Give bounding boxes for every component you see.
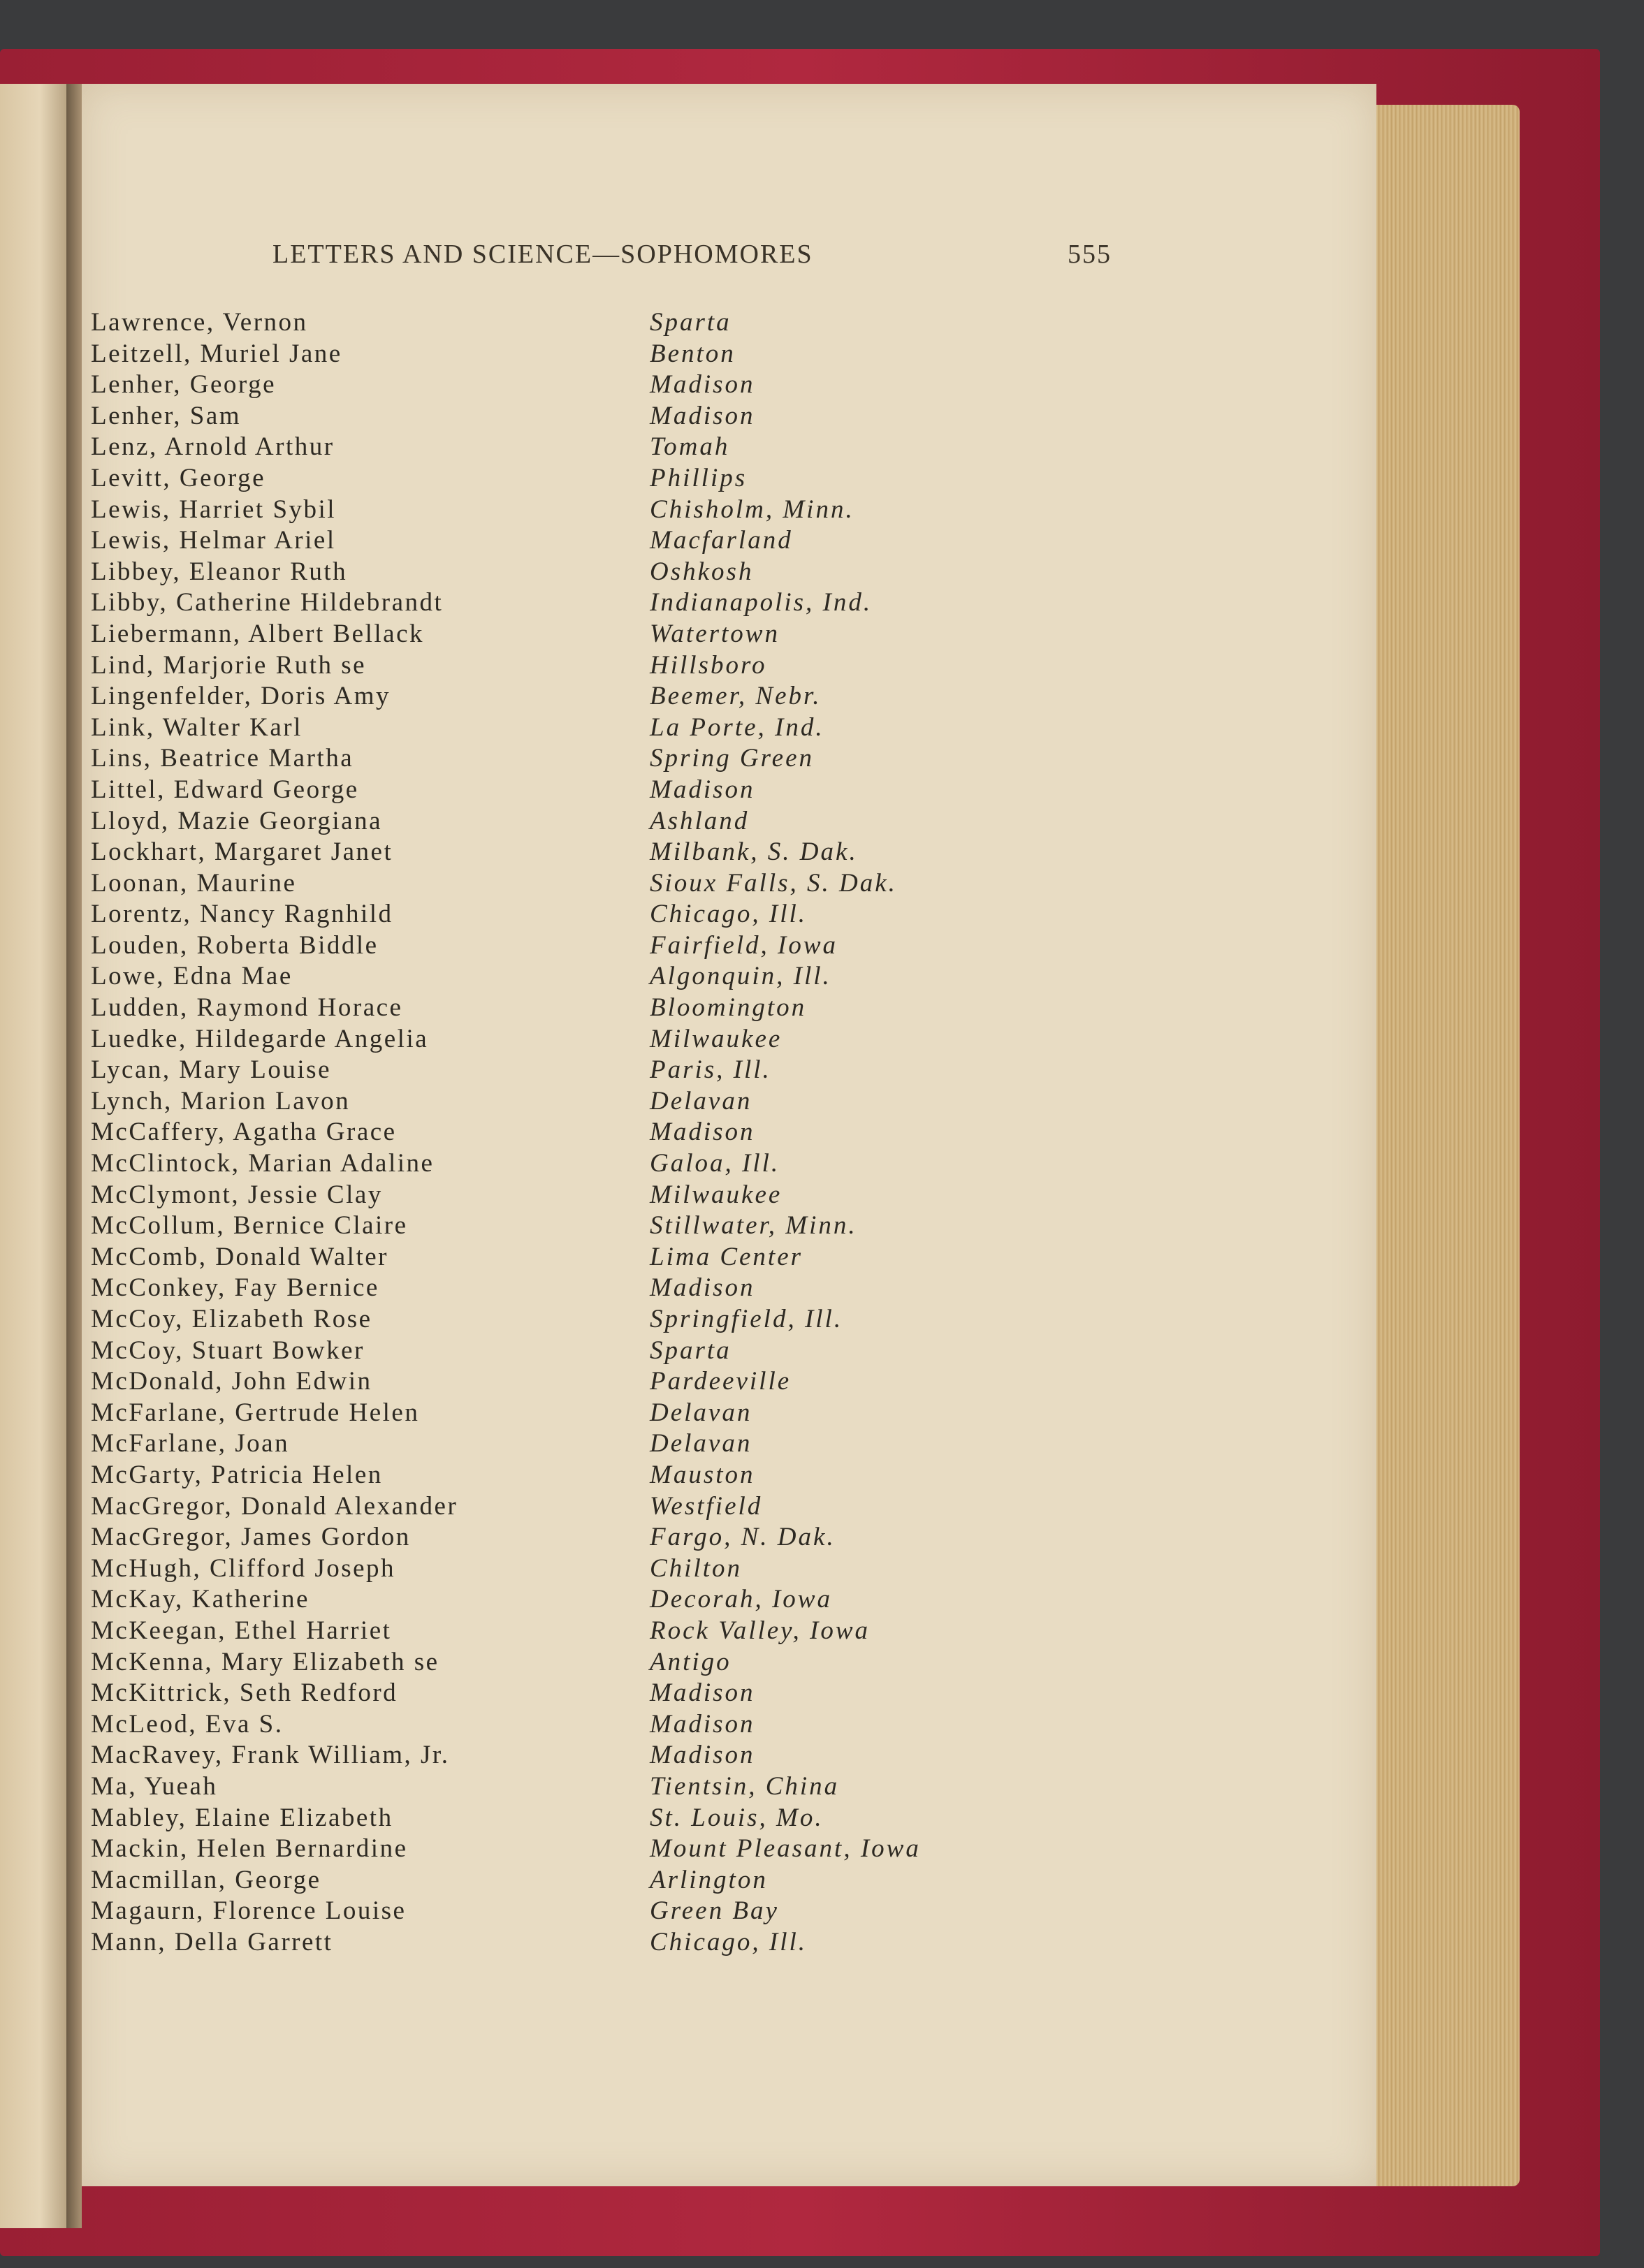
hometown: Macfarland: [650, 526, 793, 555]
list-item: [91, 1242, 999, 1273]
hometown: Madison: [650, 775, 755, 804]
student-name: McComb, Donald Walter: [91, 1242, 388, 1271]
hometown: Madison: [650, 1273, 755, 1303]
hometown: Lima Center: [650, 1242, 803, 1271]
hometown: Madison: [650, 401, 755, 430]
student-name: Ludden, Raymond Horace: [91, 993, 403, 1023]
list-item: [91, 432, 999, 463]
list-item: [91, 307, 999, 339]
hometown: Galoa, Ill.: [650, 1149, 780, 1178]
student-name: Libby, Catherine Hildebrandt: [91, 588, 444, 617]
hometown: Bloomington: [650, 993, 807, 1023]
hometown: Arlington: [650, 1865, 768, 1894]
student-name: Lenher, Sam: [91, 401, 242, 430]
student-name: Mabley, Elaine Elizabeth: [91, 1803, 393, 1832]
list-item: [91, 650, 999, 682]
list-item: [91, 1553, 999, 1585]
student-name: MacGregor, James Gordon: [91, 1523, 411, 1552]
hometown: Chisholm, Minn.: [650, 495, 854, 524]
list-item: [91, 587, 999, 619]
list-item: [91, 930, 999, 962]
hometown: Sparta: [650, 308, 732, 337]
list-item: [91, 1366, 999, 1398]
student-name: Lewis, Harriet Sybil: [91, 495, 337, 524]
list-item: [91, 1117, 999, 1148]
book-gutter: [66, 84, 82, 2228]
list-item: [91, 806, 999, 837]
list-item: [91, 1428, 999, 1460]
list-item: [91, 1055, 999, 1086]
student-name: McCollum, Bernice Claire: [91, 1211, 408, 1241]
list-item: [91, 557, 999, 588]
student-name: McKeegan, Ethel Harriet: [91, 1616, 392, 1645]
hometown: Benton: [650, 339, 736, 368]
list-item: [91, 619, 999, 650]
list-item: [91, 1210, 999, 1242]
list-item: [91, 1522, 999, 1553]
student-name: McLeod, Eva S.: [91, 1709, 284, 1739]
student-name: Louden, Roberta Biddle: [91, 930, 379, 960]
list-item: [91, 1584, 999, 1616]
hometown: Decorah, Iowa: [650, 1585, 832, 1614]
facing-page-edge: [0, 84, 66, 2228]
student-name: McCoy, Elizabeth Rose: [91, 1305, 372, 1333]
hometown: Milwaukee: [650, 1024, 783, 1053]
hometown: Fairfield, Iowa: [650, 930, 838, 960]
hometown: Antigo: [650, 1647, 732, 1676]
hometown: Indianapolis, Ind.: [650, 588, 873, 617]
student-name: Lockhart, Margaret Janet: [91, 837, 393, 867]
list-item: [91, 1086, 999, 1118]
hometown: Mauston: [650, 1460, 755, 1489]
hometown: Phillips: [650, 463, 748, 492]
student-name: Mackin, Helen Bernardine: [91, 1834, 408, 1864]
hometown: St. Louis, Mo.: [650, 1803, 824, 1832]
list-item: [91, 1709, 999, 1741]
hometown: Milwaukee: [650, 1180, 783, 1209]
student-name: McHugh, Clifford Joseph: [91, 1553, 396, 1583]
hometown: Chicago, Ill.: [650, 900, 808, 929]
running-head: LETTERS AND SCIENCE—SOPHOMORES: [272, 240, 813, 269]
list-item: [91, 1647, 999, 1678]
hometown: Tientsin, China: [650, 1771, 840, 1801]
hometown: Chicago, Ill.: [650, 1927, 808, 1956]
hometown: Fargo, N. Dak.: [650, 1523, 836, 1552]
student-name: Macmillan, George: [91, 1865, 321, 1894]
student-name: MacRavey, Frank William, Jr.: [91, 1741, 450, 1770]
student-name: Ma, Yueah: [91, 1771, 218, 1801]
student-name: Leitzell, Muriel Jane: [91, 339, 342, 368]
student-name: Link, Walter Karl: [91, 712, 303, 742]
list-item: [91, 339, 999, 370]
hometown: Springfield, Ill.: [650, 1305, 843, 1333]
student-name: McFarlane, Gertrude Helen: [91, 1398, 420, 1427]
list-item: [91, 961, 999, 993]
list-item: [91, 370, 999, 401]
list-item: [91, 1927, 999, 1959]
list-item: [91, 1678, 999, 1709]
hometown: Tomah: [650, 432, 730, 462]
list-item: [91, 495, 999, 526]
student-name: Lowe, Edna Mae: [91, 962, 293, 991]
hometown: Algonquin, Ill.: [650, 962, 831, 991]
student-name: MacGregor, Donald Alexander: [91, 1491, 458, 1521]
student-name: Luedke, Hildegarde Angelia: [91, 1024, 429, 1053]
student-name: Libbey, Eleanor Ruth: [91, 557, 348, 586]
hometown: Delavan: [650, 1398, 752, 1427]
list-item: [91, 1024, 999, 1055]
student-name: McKittrick, Seth Redford: [91, 1678, 398, 1708]
list-item: [91, 1740, 999, 1771]
student-name: McClymont, Jessie Clay: [91, 1180, 383, 1209]
list-item: [91, 993, 999, 1024]
hometown: Delavan: [650, 1429, 752, 1458]
hometown: Oshkosh: [650, 557, 754, 586]
page-block-edges: [1362, 105, 1520, 2186]
student-name: Lins, Beatrice Martha: [91, 744, 354, 773]
list-item: [91, 1398, 999, 1429]
student-name: Lind, Marjorie Ruth se: [91, 650, 367, 680]
student-name: McKenna, Mary Elizabeth se: [91, 1647, 439, 1676]
hometown: Beemer, Nebr.: [650, 682, 822, 711]
list-item: [91, 1148, 999, 1180]
student-name: McKay, Katherine: [91, 1585, 310, 1614]
hometown: Stillwater, Minn.: [650, 1211, 857, 1241]
list-item: [91, 1896, 999, 1927]
hometown: Milbank, S. Dak.: [650, 837, 858, 867]
list-item: [91, 1180, 999, 1211]
hometown: Rock Valley, Iowa: [650, 1616, 871, 1645]
hometown: Sioux Falls, S. Dak.: [650, 868, 897, 898]
list-item: [91, 1771, 999, 1803]
student-name: Lorentz, Nancy Ragnhild: [91, 900, 393, 929]
hometown: Madison: [650, 370, 755, 400]
list-item: [91, 1834, 999, 1865]
hometown: Mount Pleasant, Iowa: [650, 1834, 921, 1864]
hometown: Sparta: [650, 1336, 732, 1365]
student-list: [91, 307, 999, 1958]
student-name: Mann, Della Garrett: [91, 1927, 333, 1956]
list-item: [91, 1273, 999, 1304]
list-item: [91, 712, 999, 744]
hometown: Hillsboro: [650, 650, 767, 680]
student-name: McGarty, Patricia Helen: [91, 1460, 383, 1489]
list-item: [91, 837, 999, 868]
hometown: Madison: [650, 1709, 755, 1739]
hometown: Pardeeville: [650, 1367, 792, 1396]
student-name: Lycan, Mary Louise: [91, 1055, 331, 1085]
list-item: [91, 1865, 999, 1896]
list-item: [91, 743, 999, 775]
student-name: Lewis, Helmar Ariel: [91, 526, 336, 555]
list-item: [91, 1460, 999, 1491]
list-item: [91, 1803, 999, 1834]
hometown: Green Bay: [650, 1896, 779, 1926]
student-name: Lenher, George: [91, 370, 277, 400]
hometown: Madison: [650, 1741, 755, 1770]
student-name: McDonald, John Edwin: [91, 1367, 372, 1396]
student-name: Loonan, Maurine: [91, 868, 297, 898]
hometown: Chilton: [650, 1553, 743, 1583]
student-name: Littel, Edward George: [91, 775, 359, 804]
hometown: Delavan: [650, 1086, 752, 1115]
list-item: [91, 868, 999, 900]
list-item: [91, 401, 999, 432]
student-name: Liebermann, Albert Bellack: [91, 619, 424, 648]
list-item: [91, 463, 999, 495]
student-name: Lynch, Marion Lavon: [91, 1086, 351, 1115]
hometown: Ashland: [650, 806, 750, 835]
student-name: McConkey, Fay Bernice: [91, 1273, 379, 1303]
list-item: [91, 1304, 999, 1336]
student-name: Magaurn, Florence Louise: [91, 1896, 407, 1926]
list-item: [91, 775, 999, 806]
student-name: Lloyd, Mazie Georgiana: [91, 806, 382, 835]
hometown: Paris, Ill.: [650, 1055, 771, 1085]
list-item: [91, 1616, 999, 1647]
student-name: McCaffery, Agatha Grace: [91, 1118, 397, 1147]
list-item: [91, 899, 999, 930]
hometown: La Porte, Ind.: [650, 712, 824, 742]
list-item: [91, 1491, 999, 1523]
student-name: Levitt, George: [91, 463, 266, 492]
student-name: Lingenfelder, Doris Amy: [91, 682, 391, 711]
hometown: Watertown: [650, 619, 780, 648]
list-item: [91, 1336, 999, 1367]
student-name: McCoy, Stuart Bowker: [91, 1336, 365, 1365]
hometown: Madison: [650, 1678, 755, 1708]
page-number: 555: [1068, 240, 1112, 269]
list-item: [91, 525, 999, 557]
student-name: Lawrence, Vernon: [91, 308, 308, 337]
hometown: Westfield: [650, 1491, 763, 1521]
hometown: Madison: [650, 1118, 755, 1147]
hometown: Spring Green: [650, 744, 815, 773]
student-name: McClintock, Marian Adaline: [91, 1149, 435, 1178]
student-name: McFarlane, Joan: [91, 1429, 290, 1458]
list-item: [91, 681, 999, 712]
student-name: Lenz, Arnold Arthur: [91, 432, 335, 462]
